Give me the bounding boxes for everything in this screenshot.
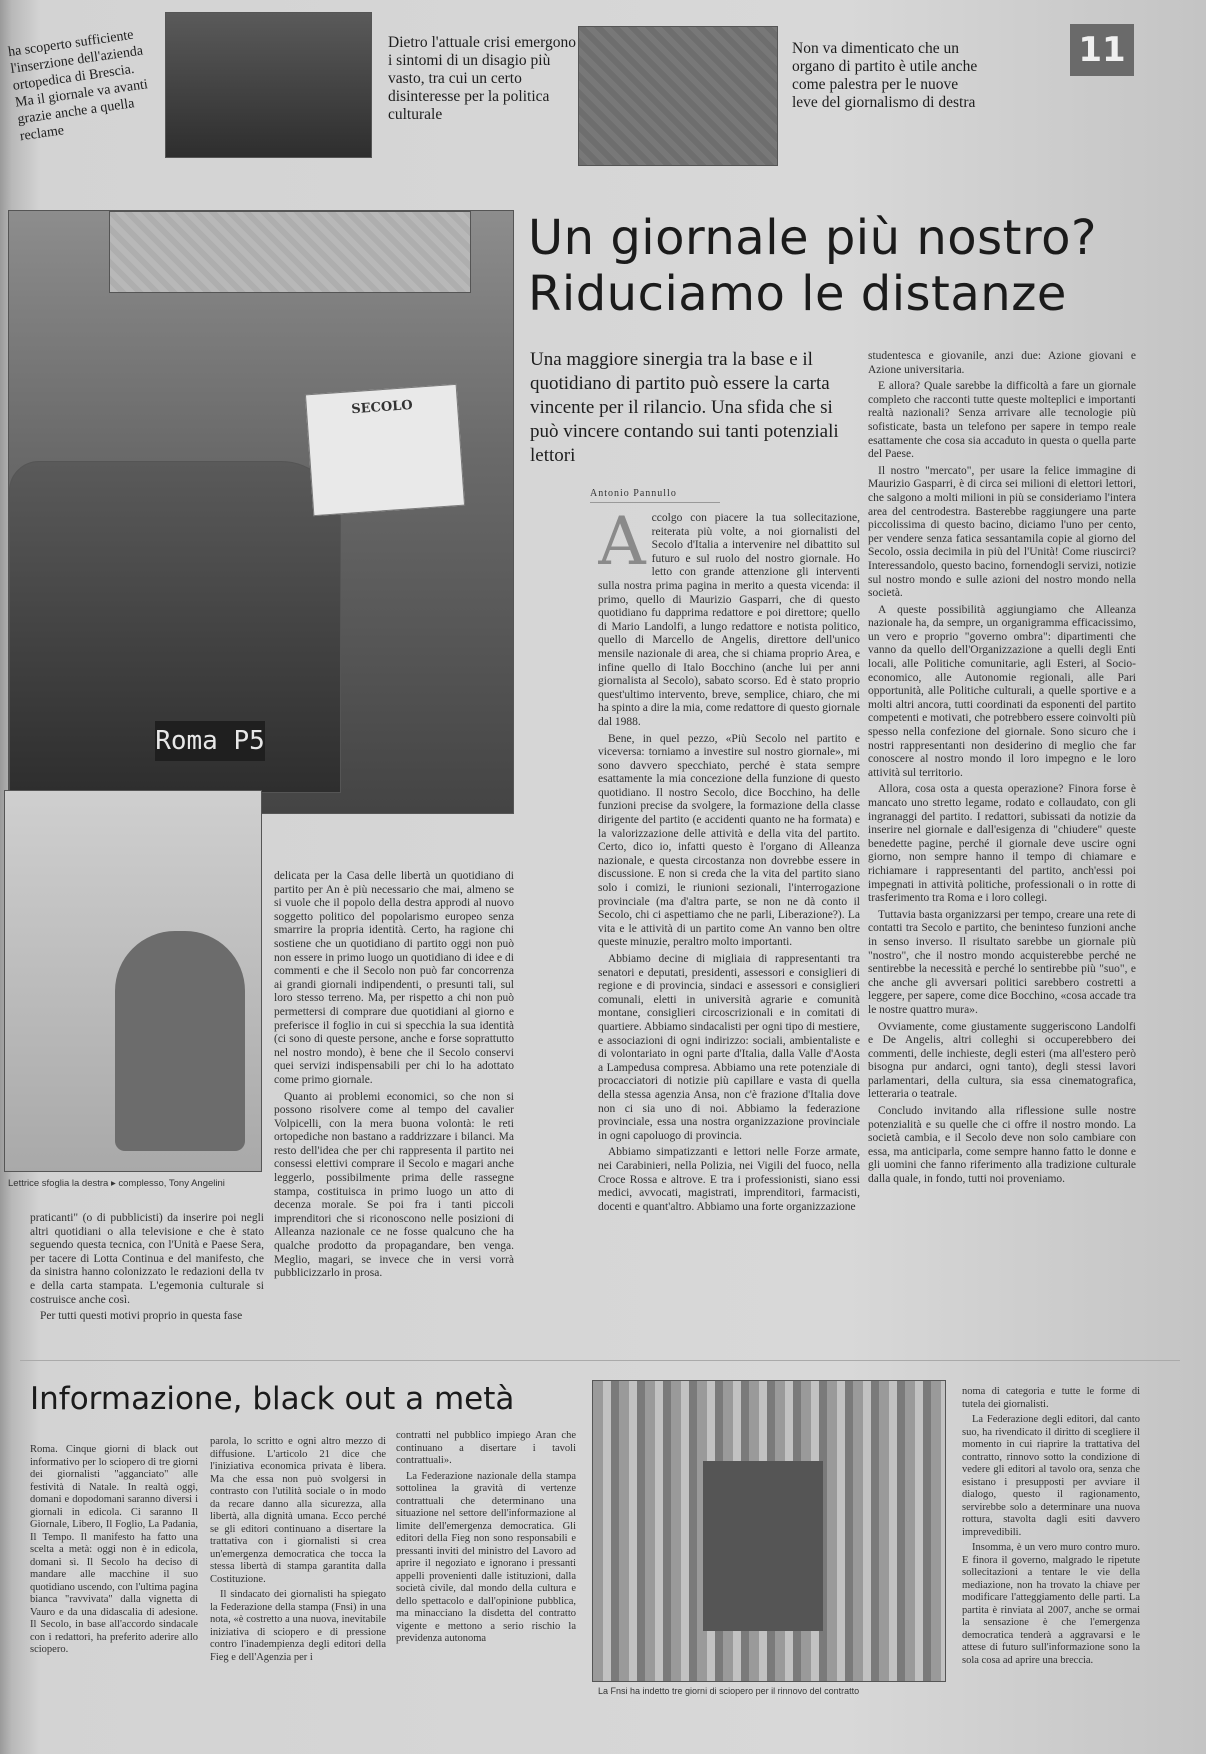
headline-line-1: Un giornale più nostro? xyxy=(528,210,1097,266)
paragraph: Ovviamente, come giustamente suggeriscono Landolfi e De Angelis, altri colleghi si occuperebbero dei commenti, delle inchieste, degli esteri (ma all'estero però bisogna pur andarci, ogni tanto), degli stessi lavori parlamentari, della cultura, sia essa cinematografica, letteraria o teatrale. xyxy=(868,1020,1136,1101)
paragraph: studentesca e giovanile, anzi due: Azione giovani e Azione universitaria. xyxy=(868,350,1136,376)
bottom-column-1 xyxy=(30,1444,198,1744)
headline-line-2: Riduciamo le distanze xyxy=(528,266,1067,322)
paragraph: Allora, cosa osta a questa operazione? Finora forse è mancato uno stretto legame, rodato e collaudato, con gli ingranaggi del partito. I redattori, subissati da notizie da inserire nel giornale e dall'esigenza di "chiudere" queste benedette pagine, perché il giornale deve uscire ogni giorno, non sempre hanno il tempo di chiamare e richiamare i rappresentanti del partito, anch'essi poi impegnati in attività politiche, professionali o in rotte di trasferimento tra Roma e i loro collegi. xyxy=(868,783,1136,905)
teaser-left: ha scoperto sufficiente l'inserzione dell'azienda ortopedica di Brescia. Ma il giornale va avanti grazie anche a quella reclame xyxy=(7,27,149,145)
paragraph: Quanto ai problemi economici, so che non si possono risolvere come al tempo del cavalier Volpicelli, con la mera buona volontà: le reti ortopediche non bastano a raddrizzare i bilanci. Ma resto dell'idea che per chi rappresenta il partito nei consessi elettivi comprare il Secolo e magari anche leggerlo, possibilmente prima delle rassegne stampa, costituisca in primo luogo un atto di decenza morale. Se poi fra i tanti piccoli imprenditori che si riconoscono nelle posizioni di Alleanza nazionale ce ne fosse qualcuno che ha qualche prodotto da propagandare, ben venga. Meglio, magari, se invece che in versi vorrà pubblicizzarlo in prosa. xyxy=(274,1090,514,1280)
paragraph: delicata per la Casa delle libertà un quotidiano di partito per An è più necessario che mai, almeno se si vuole che il popolo della destra approdi al nuovo soggetto politico del popolarismo europeo senza smarrire la propria identità. Certo, ha ragione chi sostiene che un quotidiano di partito oggi non può non essere in primo luogo un quotidiano di idee e di commenti e che il Secolo non può far concorrenza ai grandi giornali indipendenti, o presunti tali, sul loro stesso terreno. Ma, per rispetto a chi non può permettersi di comprare due quotidiani al giorno e preferisce il foglio in cui si specchia la sua identità (ci sono di queste persone, anche e forse soprattutto nel nostro mondo), è bene che il Secolo conservi quei servizi indispensabili per chi lo ha adottato come primo giornale. xyxy=(274,870,514,1086)
top-photo-newsroom xyxy=(578,26,778,166)
teaser-middle: Dietro l'attuale crisi emergono i sintomi di un disagio più vasto, tra cui un certo disinteresse per la politica culturale xyxy=(388,34,577,123)
teaser-right: Non va dimenticato che un organo di partito è utile anche come palestra per le nuove leve del giornalismo di destra xyxy=(792,40,978,111)
paragraph: Insomma, è un vero muro contro muro. E finora il governo, malgrado le ripetute sollecitazioni a tentare le vie della mediazione, non ha trovato la chiave per modificare l'atteggiamento delle parti. La partita è rinviata al 2007, anche se ormai la sensazione è che l'emergenza democratica tenderà a aggravarsi e le attese di futuro sull'informazione sono la sola cosa ad aprire una breccia. xyxy=(962,1542,1140,1666)
article-headline xyxy=(528,210,1188,322)
paragraph: Il nostro "mercato", per usare la felice immagine di Maurizio Gasparri, è di circa sei milioni di elettori lettori, che salgono a molti milioni in più se consideriamo l'intera area del centrodestra. Basterebbe raggiungere una parte piccolissima di questo bacino, diciamo l'uno per cento, per vendere senza fatica sessantamila copie al giorno del Secolo, ossia decimila in più del l'Unità! Come riuscirci? Interessandolo, questo bacino, fornendogli servizi, notizie sul nostro mondo e sulle azioni del nostro mondo nella società. xyxy=(868,464,1136,600)
byline-rule xyxy=(590,502,720,503)
inset-photo-figure xyxy=(115,931,245,1151)
page-number: 11 xyxy=(1070,24,1134,76)
dropcap: A xyxy=(598,512,646,580)
paragraph: A queste possibilità aggiungiamo che Alleanza nazionale ha, da sempre, un organigramma efficacissimo, un vero e proprio "governo ombra": dipartimenti che vanno da quello dell'Organizzazione a quelli degli Enti locali, alle Politiche comunitarie, agli Esteri, al Socio-economico, alle Autonomie regionali, alle Pari opportunità, alle Politiche culturali, a quelle sportive e a molti altri ancora, tutti coordinati da esponenti del partito competenti e motivati, che potrebbero essere coinvolti più spesso nella confezione del giornale. Sono sicuro che i nostri rappresentanti non desiderino di meglio che far conoscere al nostro mondo il loro impegno e le loro attività sul territorio. xyxy=(868,603,1136,779)
continuation-column-b xyxy=(274,870,514,1350)
paragraph: Roma. Cinque giorni di black out informativo per lo sciopero di tre giorni dei giornalisti "agganciato" alle festività di Natale. In realtà oggi, domani e dopodomani saranno diversi i giornali in edicola. Ci saranno Il Giornale, Libero, Il Foglio, La Padania, Il Tempo. Il manifesto ha fatto una scelta a metà: oggi non è in edicola, domani sì. Il Secolo ha deciso di mandare alle macchine il suo quotidiano uscendo, con l'ultima pagina bianca "ravvivata" dalla vignetta di Vauro e da una didascalia di adesione. Il Secolo, in base all'accordo sindacale con i redattori, ha preferito aderire allo sciopero. xyxy=(30,1444,198,1655)
continuation-column-a xyxy=(30,1212,264,1352)
paragraph: Abbiamo decine di migliaia di rappresentanti tra senatori e deputati, presidenti, assessori e consiglieri di regione e di provincia, sindaci e assessori e consiglieri comunali, eletti in università agrarie e comunità montane, consiglieri circoscrizionali e in comitati di quartiere. Abbiamo sindacalisti per ogni tipo di mestiere, e associazioni di ogni indirizzo: sociali, ambientaliste e di volontariato in ogni parte d'Italia, dalla Valle d'Aosta a Lampedusa compresa. Abbiamo una rete potenziale di procacciatori di notizie più capillare e vasta di quella della stessa agenzia Ansa, non c'è frazione d'Italia dove non ci sia uno di noi. Abbiamo la federazione provinciale, essa una nostra organizzazione provinciale in ogni capoluogo di provincia. xyxy=(598,953,860,1142)
paragraph: La Federazione degli editori, dal canto suo, ha rivendicato il diritto di scegliere il momento in cui riaprire la trattativa del contratto, rinnovo sotto la condizione di vedere gli editori al tavolo ora, senza che esistano i presupposti per avviare il dialogo, questo il ragionamento, servirebbe solo a determinare una nuova rottura, stavolta dagli esiti davvero imprevedibili. xyxy=(962,1414,1140,1538)
paragraph: La Federazione nazionale della stampa sottolinea la gravità di vertenze contrattuali che determinano una situazione nel settore dell'informazione al limite dell'emergenza democratica. Gli editori della Fieg non sono responsabili e pressanti inviti del ministro del Lavoro ad aprire il negoziato e ignorano i pressanti appelli provenienti dalle istituzioni, dalla società civile, dal mondo della cultura e dello spettacolo e dall'opinione pubblica, ma minacciano la disdetta del contratto vigente e mettono a serio rischio la previdenza autonoma xyxy=(396,1470,576,1644)
main-photo-street xyxy=(8,210,514,814)
article-column-right xyxy=(868,350,1136,1320)
paragraph: praticanti" (o di pubblicisti) da inserire poi negli altri quotidiani o alla televisione e che è stato seguendo questa tecnica, con l'Unità e Paese Sera, per tacere di Lotta Continua e del manifesto, che da sinistra hanno colonizzato le redazioni della tv e della carta stampata. L'egemonia culturale si costruisce anche così. xyxy=(30,1212,264,1306)
paragraph: contratti nel pubblico impiego Aran che continuano a disertare i tavoli contrattuali». xyxy=(396,1430,576,1466)
paragraph: Per tutti questi motivi proprio in questa fase xyxy=(40,1310,243,1323)
article-column-center xyxy=(598,512,860,1342)
newsstand-window xyxy=(703,1461,823,1631)
top-photo-kiosk xyxy=(165,12,372,158)
bottom-photo-newsstand xyxy=(592,1380,946,1682)
inset-caption: Lettrice sfoglia la destra ▸ complesso, Tony Angelini xyxy=(8,1178,225,1189)
article-byline: Antonio Pannullo xyxy=(590,488,677,499)
bottom-headline: Informazione, black out a metà xyxy=(30,1381,515,1417)
bottom-column-3 xyxy=(396,1430,576,1746)
paragraph: Abbiamo simpatizzanti e lettori nelle Forze armate, nei Carabinieri, nella Polizia, nei Vigili del fuoco, nella Croce Rossa e altrove. E tra i professionisti, siano essi medici, avvocati, magistrati, imprenditori, farmacisti, docenti e quant'altro. Abbiamo una forte organizzazione xyxy=(598,1146,860,1213)
photo-newspaper-title: SECOLO xyxy=(350,397,414,418)
section-rule xyxy=(20,1360,1180,1361)
bottom-photo-caption: La Fnsi ha indetto tre giorni di sciopero per il rinnovo del contratto xyxy=(598,1686,860,1696)
paragraph: Il sindacato dei giornalisti ha spiegato la Federazione della stampa (Fnsi) in una nota, «è costretto a una nuova, inevitabile iniziativa di sciopero e di pressione contro l'inadempienza degli editori della Fieg e dell'Agenzia per i xyxy=(210,1589,386,1663)
article-subhead: Una maggiore sinergia tra la base e il quotidiano di partito può essere la carta vincente per il rilancio. Una sfida che si può vincere contando sui tanti potenziali lettori xyxy=(530,349,839,466)
paragraph: ccolgo con piacere la tua sollecitazione, reiterata più volte, a noi giornalisti del Secolo d'Italia a intervenire nel dibattito sul futuro e sul ruolo del nostro giornale. Ho letto con grande attenzione gli interventi sulla nostra prima pagina in merito a questa vicenda: il primo, quello di Maurizio Gasparri, che di questo quotidiano fu dapprima redattore e poi direttore; quello di Mario Landolfi, a lungo redattore e notista politico, quello di Marcello de Angelis, direttore dell'unico mensile nazionale di area, che si chiama proprio Area, e infine quello di Italo Bocchino (anche lui per anni giornalista al Secolo), sabato scorso. Ed è stato proprio quest'ultimo intervento, breve, semplice, chiaro, che mi ha spinto a dire la mia, come redattore di questo giornale dal 1988. xyxy=(598,512,860,728)
inset-photo-reader xyxy=(4,790,262,1172)
paragraph: parola, lo scritto e ogni altro mezzo di diffusione. L'articolo 21 dice che l'iniziativa economica privata è libera. Ma che essa non può svolgersi in contrasto con l'utilità sociale o in modo da recare danno alla sicurezza, alla libertà, alla dignità umana. Ecco perché se gli editori continuano a disertare la trattativa con i giornalisti si crea un'emergenza democratica che tocca la stessa libertà di stampa garantita dalla Costituzione. xyxy=(210,1436,386,1585)
photo-building xyxy=(109,211,471,293)
paragraph: Tuttavia basta organizzarsi per tempo, creare una rete di contatti tra Secolo e partito, che beninteso funzioni anche in senso inverso. Il risultato sarebbe un giornale più "nostro", che il nostro mondo acquisterebbe perché ne sentirebbe la necessità e perché lo sentirebbe più "suo", e che anche gli avversari politici sarebbero costretti a leggere, per sapere, come dice Bocchino, «cosa accade tra le nostre quattro mura». xyxy=(868,908,1136,1016)
paragraph: E allora? Quale sarebbe la difficoltà a fare un giornale completo che racconti tutte queste molteplici e importanti realtà nazionali? Senza arrivare alle tecnologie più sofisticate, basta un telefono per sapere in tempo reale esattamente che cosa sia accaduto in questa o quella parte del Paese. xyxy=(868,380,1136,461)
paragraph: noma di categoria e tutte le forme di tutela dei giornalisti. xyxy=(962,1386,1140,1410)
bottom-column-4 xyxy=(962,1386,1140,1746)
paragraph: Bene, in quel pezzo, «Più Secolo nel partito e viceversa: torniamo a investire sul nostro giornale», mi sono davvero specchiato, perché è stata sempre esattamente la mia concezione della funzione di questo quotidiano. Il nostro Secolo, dice Bocchino, ha delle funzioni precise da svolgere, la formazione della classe dirigente del partito (e accidenti quanto ne ha formata) e la valorizzazione delle attività e della vita del partito. Certo, dico io, infatti questo è l'organo di Alleanza nazionale, e questa circostanza non dovrebbe essere in discussione. E non si creda che la vita del partito siano solo i comizi, le riunioni sezionali, l'interrogazione provinciale (ma d'altra parte, se non ne dà conto il Secolo, chi ci aspettiamo che ne parli, Liberazione?). La vita e le attività di un partito come An vanno ben oltre queste minuzie, peraltro molto importanti. xyxy=(598,732,860,949)
bottom-column-2 xyxy=(210,1436,386,1746)
photo-newspaper xyxy=(305,384,465,516)
paragraph: Concludo invitando alla riflessione sulle nostre potenzialità e su quelle che ci offre il nostro mondo. La società cambia, e il Secolo deve non solo cambiare con essa, ma anticiparla, come sempre hanno fatto le donne e gli uomini che fanno riferimento alla tradizione culturale dalla quale, in fondo, tutti noi proveniamo. xyxy=(868,1105,1136,1186)
photo-license-plate: Roma P5 xyxy=(155,721,265,761)
